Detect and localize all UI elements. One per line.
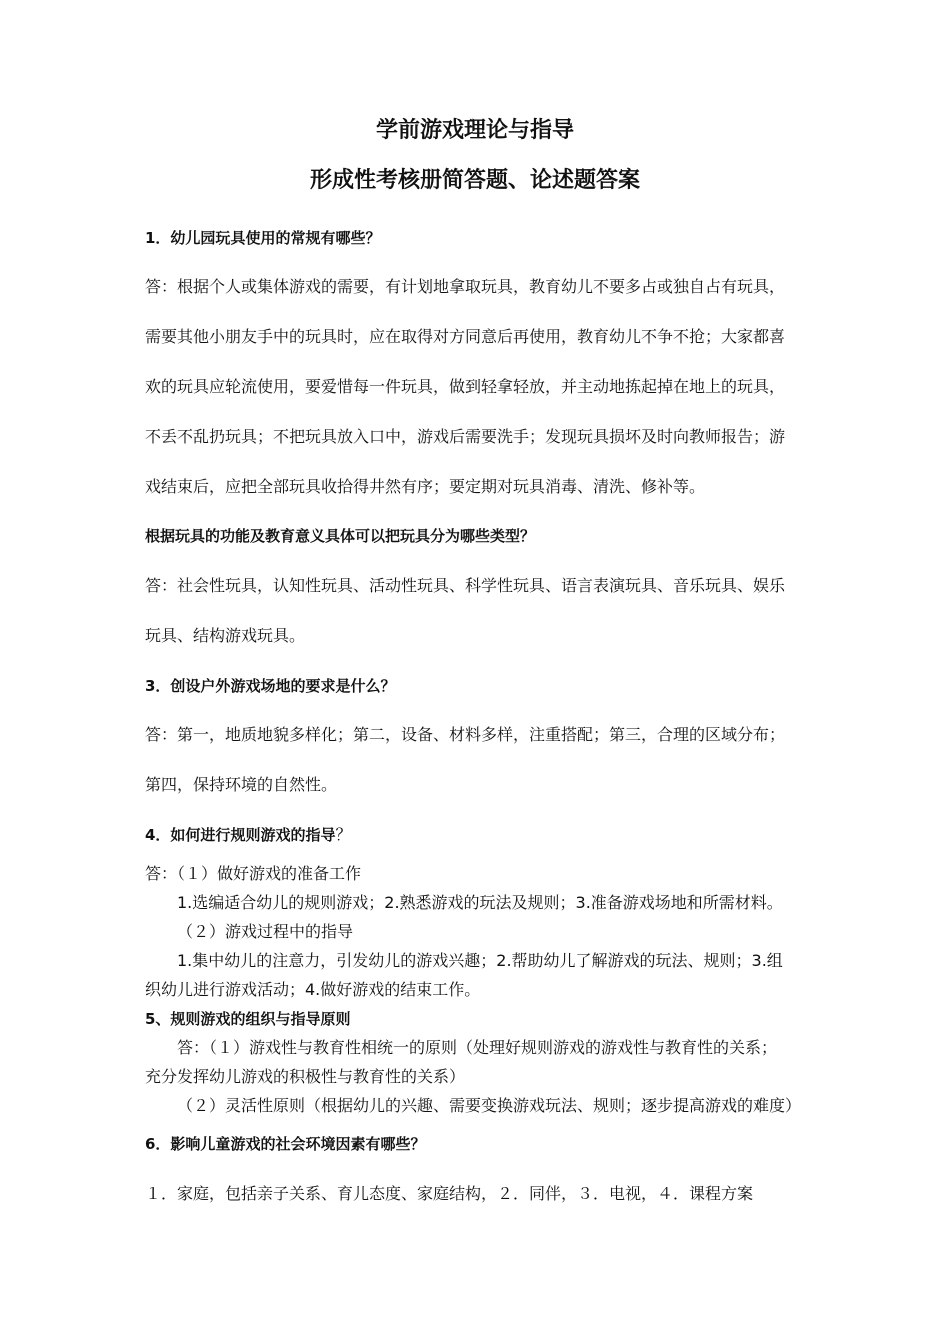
answer-6-line: １．家庭，包括亲子关系、育儿态度、家庭结构，２．同伴，３．电视，４．课程方案 (145, 1184, 754, 1203)
question-4-text: 4．如何进行规则游戏的指导 (145, 826, 336, 844)
answer-3-line: 答：第一，地质地貌多样化；第二，设备、材料多样，注重搭配；第三，合理的区域分布； (145, 725, 786, 744)
answer-4-line: （２）游戏过程中的指导 (177, 922, 354, 941)
answer-2-line: 答：社会性玩具，认知性玩具、活动性玩具、科学性玩具、语言表演玩具、音乐玩具、娱乐 (145, 576, 786, 595)
answer-1-line: 需要其他小朋友手中的玩具时，应在取得对方同意后再使用，教育幼儿不争不抢；大家都喜 (145, 327, 786, 346)
document-subtitle: 形成性考核册简答题、论述题答案 (309, 168, 640, 193)
answer-5-line: （２）灵活性原则（根据幼儿的兴趣、需要变换游戏玩法、规则；逐步提高游戏的难度） (177, 1096, 802, 1115)
answer-4-line: 织幼儿进行游戏活动；4.做好游戏的结束工作。 (145, 980, 481, 999)
question-4 (145, 825, 351, 845)
question-5: 5、规则游戏的组织与指导原则 (145, 1010, 351, 1028)
answer-1-line: 戏结束后，应把全部玩具收拾得井然有序；要定期对玩具消毒、清洗、修补等。 (145, 477, 706, 496)
answer-5-line: 充分发挥幼儿游戏的积极性与教育性的关系） (145, 1067, 466, 1086)
answer-1-line: 不丢不乱扔玩具；不把玩具放入口中，游戏后需要洗手；发现玩具损坏及时向教师报告；游 (145, 427, 786, 446)
question-2: 根据玩具的功能及教育意义具体可以把玩具分为哪些类型？ (145, 527, 536, 545)
document-title: 学前游戏理论与指导 (375, 118, 574, 143)
question-1: 1．幼儿园玩具使用的常规有哪些？ (145, 229, 381, 247)
answer-1-line: 答：根据个人或集体游戏的需要，有计划地拿取玩具，教育幼儿不要多占或独自占有玩具， (145, 277, 786, 296)
question-6: 6．影响儿童游戏的社会环境因素有哪些？ (145, 1135, 426, 1153)
answer-4-line: 1.集中幼儿的注意力，引发幼儿的游戏兴趣；2.帮助幼儿了解游戏的玩法、规则；3.组 (177, 951, 783, 970)
question-3: 3．创设户外游戏场地的要求是什么？ (145, 677, 396, 695)
answer-1-line: 欢的玩具应轮流使用，要爱惜每一件玩具，做到轻拿轻放，并主动地拣起掉在地上的玩具， (145, 377, 786, 396)
answer-4-line: 答：（１）做好游戏的准备工作 (145, 864, 362, 883)
answer-5-line: 答：（１）游戏性与教育性相统一的原则（处理好规则游戏的游戏性与教育性的关系； (177, 1038, 778, 1057)
question-4-mark: ？ (335, 825, 352, 844)
answer-2-line: 玩具、结构游戏玩具。 (145, 626, 306, 645)
answer-4-line: 1.选编适合幼儿的规则游戏；2.熟悉游戏的玩法及规则；3.准备游戏场地和所需材料。 (177, 893, 783, 912)
answer-3-line: 第四，保持环境的自然性。 (145, 775, 338, 794)
